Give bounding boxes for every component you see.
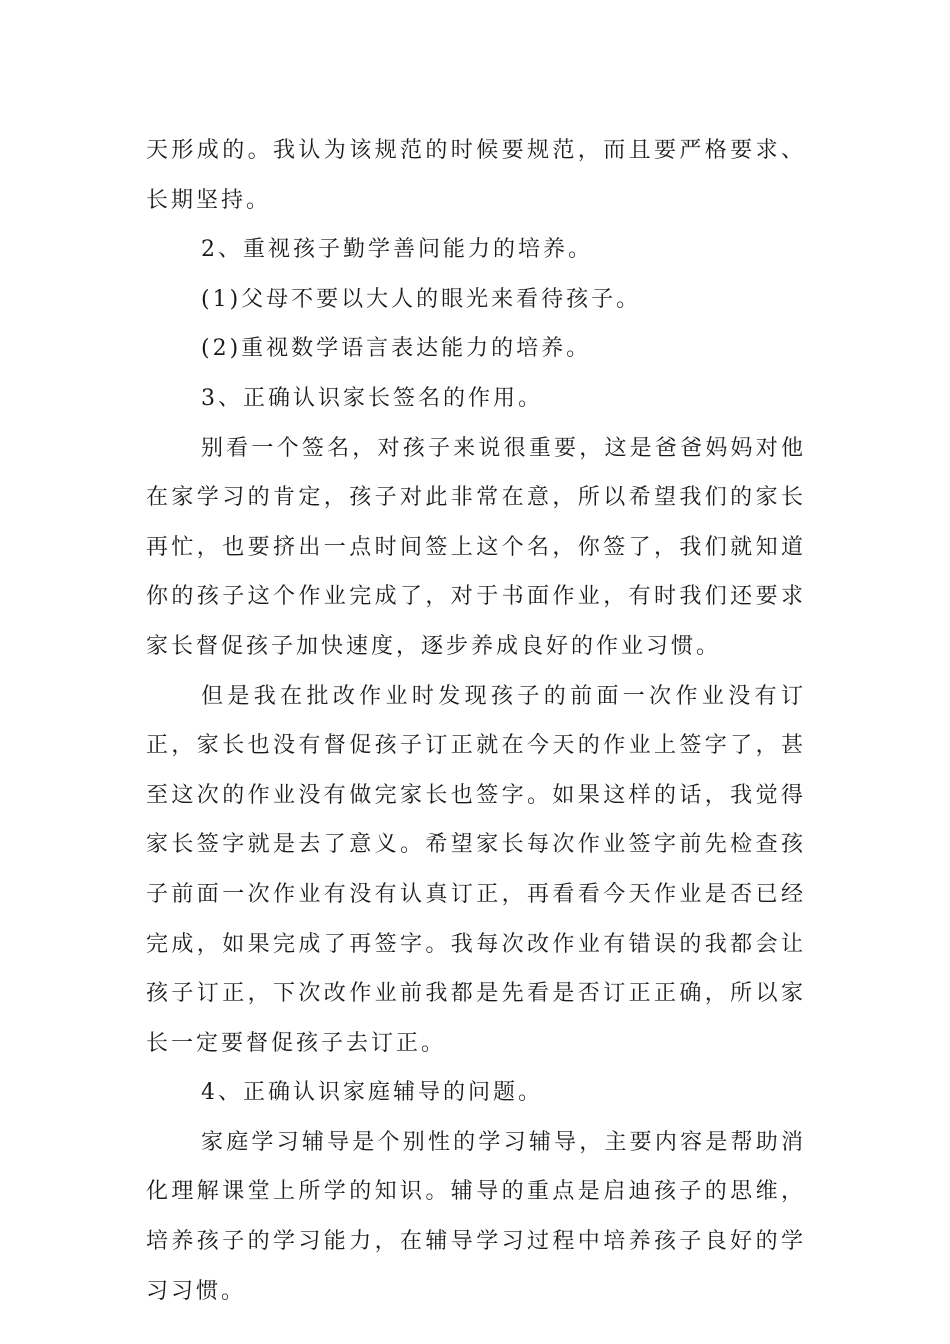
paragraph-continuation: 天形成的。我认为该规范的时候要规范，而且要严格要求、长期坚持。 bbox=[146, 138, 806, 213]
paragraph-signature-importance: 别看一个签名，对孩子来说很重要，这是爸爸妈妈对他在家学习的肯定，孩子对此非常在意，所以希望我们的家长再忙，也要挤出一点时间签上这个名，你签了，我们就知道你的孩子这个作业完成了，对于书面作业，有时我们还要求家长督促孩子加快速度，逐步养成良好的作业习惯。 bbox=[146, 435, 806, 659]
section-heading-4: 4、正确认识家庭辅导的问题。 bbox=[201, 1080, 543, 1106]
section-heading-3: 3、正确认识家长签名的作用。 bbox=[201, 385, 543, 411]
list-item-1: (1)父母不要以大人的眼光来看待孩子。 bbox=[201, 286, 642, 312]
document-body bbox=[146, 126, 806, 1316]
section-heading-2: 2、重视孩子勤学善问能力的培养。 bbox=[201, 237, 593, 263]
paragraph-signature-problem: 但是我在批改作业时发现孩子的前面一次作业没有订正，家长也没有督促孩子订正就在今天的作业上签字了，甚至这次的作业没有做完家长也签字。如果这样的话，我觉得家长签字就是去了意义。希望家长每次作业签字前先检查孩子前面一次作业有没有认真订正，再看看今天作业是否已经完成，如果完成了再签字。我每次改作业有错误的我都会让孩子订正，下次改作业前我都是先看是否订正正确，所以家长一定要督促孩子去订正。 bbox=[146, 683, 806, 1056]
list-item-2: (2)重视数学语言表达能力的培养。 bbox=[201, 336, 592, 362]
paragraph-home-tutoring: 家庭学习辅导是个别性的学习辅导，主要内容是帮助消化理解课堂上所学的知识。辅导的重点是启迪孩子的思维，培养孩子的学习能力，在辅导学习过程中培养孩子良好的学习习惯。 bbox=[146, 1129, 806, 1304]
